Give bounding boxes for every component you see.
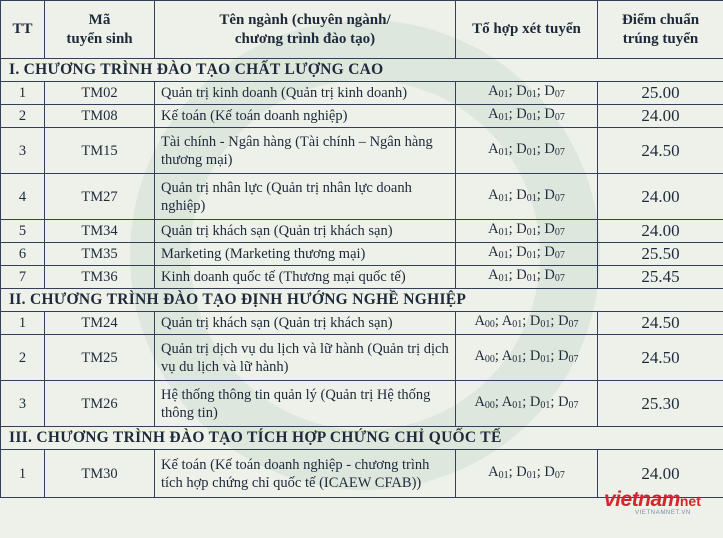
header-row — [1, 1, 723, 59]
table-row — [1, 243, 723, 266]
subject-combination: $A_{00}$; $A_{01}$; $D_{01}$; $D_{07}$ — [456, 312, 598, 335]
section-row — [1, 289, 723, 312]
table-row — [1, 128, 723, 174]
table-row — [1, 82, 723, 105]
benchmark-score: 24.50 — [598, 335, 723, 381]
subject-combination: $A_{01}$; $D_{01}$; $D_{07}$ — [456, 243, 598, 266]
subject-combination: $A_{01}$; $D_{01}$; $D_{07}$ — [456, 82, 598, 105]
section-row — [1, 59, 723, 82]
table-row — [1, 381, 723, 427]
benchmark-score: 25.00 — [598, 82, 723, 105]
program-code: TM26 — [45, 381, 155, 427]
program-code: TM25 — [45, 335, 155, 381]
row-number: 7 — [1, 266, 45, 289]
row-number: 5 — [1, 220, 45, 243]
program-name: Marketing (Marketing thương mại) — [155, 243, 456, 266]
benchmark-score: 25.50 — [598, 243, 723, 266]
program-code: TM15 — [45, 128, 155, 174]
header-ma: Mã tuyển sinh — [45, 1, 155, 59]
row-number: 1 — [1, 312, 45, 335]
benchmark-score: 24.50 — [598, 128, 723, 174]
program-name: Quản trị nhân lực (Quản trị nhân lực doanh nghiệp) — [155, 174, 456, 220]
benchmark-score: 25.30 — [598, 381, 723, 427]
subject-combination: $A_{01}$; $D_{01}$; $D_{07}$ — [456, 220, 598, 243]
subject-combination: $A_{00}$; $A_{01}$; $D_{01}$; $D_{07}$ — [456, 335, 598, 381]
section-row — [1, 427, 723, 450]
program-name: Kế toán (Kế toán doanh nghiệp - chương trình tích hợp chứng chỉ quốc tế (ICAEW CFAB)) — [155, 450, 456, 498]
benchmark-score: 25.45 — [598, 266, 723, 289]
program-code: TM24 — [45, 312, 155, 335]
section-title: II. CHƯƠNG TRÌNH ĐÀO TẠO ĐỊNH HƯỚNG NGHỀ NGHIỆP — [1, 289, 723, 312]
section-title: I. CHƯƠNG TRÌNH ĐÀO TẠO CHẤT LƯỢNG CAO — [1, 59, 723, 82]
header-ten: Tên ngành (chuyên ngành/ chương trình đào tạo) — [155, 1, 456, 59]
table-row — [1, 174, 723, 220]
program-code: TM34 — [45, 220, 155, 243]
benchmark-score: 24.00 — [598, 174, 723, 220]
row-number: 2 — [1, 105, 45, 128]
subject-combination: $A_{01}$; $D_{01}$; $D_{07}$ — [456, 450, 598, 498]
header-tohop: Tổ hợp xét tuyển — [456, 1, 598, 59]
program-name: Tài chính - Ngân hàng (Tài chính – Ngân hàng thương mại) — [155, 128, 456, 174]
benchmark-score: 24.00 — [598, 105, 723, 128]
row-number: 6 — [1, 243, 45, 266]
table-row — [1, 266, 723, 289]
program-name: Quản trị khách sạn (Quản trị khách sạn) — [155, 220, 456, 243]
subject-combination: $A_{01}$; $D_{01}$; $D_{07}$ — [456, 105, 598, 128]
row-number: 3 — [1, 381, 45, 427]
row-number: 1 — [1, 82, 45, 105]
table-row — [1, 335, 723, 381]
row-number: 2 — [1, 335, 45, 381]
row-number: 3 — [1, 128, 45, 174]
program-name: Quản trị kinh doanh (Quản trị kinh doanh) — [155, 82, 456, 105]
header-diem: Điểm chuẩn trúng tuyển — [598, 1, 723, 59]
subject-combination: $A_{01}$; $D_{01}$; $D_{07}$ — [456, 128, 598, 174]
program-name: Hệ thống thông tin quản lý (Quản trị Hệ thống thông tin) — [155, 381, 456, 427]
program-code: TM30 — [45, 450, 155, 498]
section-title: III. CHƯƠNG TRÌNH ĐÀO TẠO TÍCH HỢP CHỨNG CHỈ QUỐC TẾ — [1, 427, 723, 450]
program-code: TM08 — [45, 105, 155, 128]
table-row — [1, 450, 723, 498]
program-name: Kinh doanh quốc tế (Thương mại quốc tế) — [155, 266, 456, 289]
vietnamnet-logo: vietnamnet VIETNAMNET.VN — [604, 488, 701, 516]
program-name: Kế toán (Kế toán doanh nghiệp) — [155, 105, 456, 128]
row-number: 4 — [1, 174, 45, 220]
program-code: TM35 — [45, 243, 155, 266]
benchmark-score: 24.50 — [598, 312, 723, 335]
program-code: TM02 — [45, 82, 155, 105]
program-name: Quản trị dịch vụ du lịch và lữ hành (Quản trị dịch vụ du lịch và lữ hành) — [155, 335, 456, 381]
table-row — [1, 312, 723, 335]
table-row — [1, 220, 723, 243]
program-name: Quản trị khách sạn (Quản trị khách sạn) — [155, 312, 456, 335]
subject-combination: $A_{01}$; $D_{01}$; $D_{07}$ — [456, 266, 598, 289]
subject-combination: $A_{00}$; $A_{01}$; $D_{01}$; $D_{07}$ — [456, 381, 598, 427]
program-code: TM36 — [45, 266, 155, 289]
table-row — [1, 105, 723, 128]
subject-combination: $A_{01}$; $D_{01}$; $D_{07}$ — [456, 174, 598, 220]
benchmark-score: 24.00 — [598, 220, 723, 243]
benchmark-score: 24.00 — [598, 450, 723, 498]
program-code: TM27 — [45, 174, 155, 220]
header-tt: TT — [1, 1, 45, 59]
row-number: 1 — [1, 450, 45, 498]
